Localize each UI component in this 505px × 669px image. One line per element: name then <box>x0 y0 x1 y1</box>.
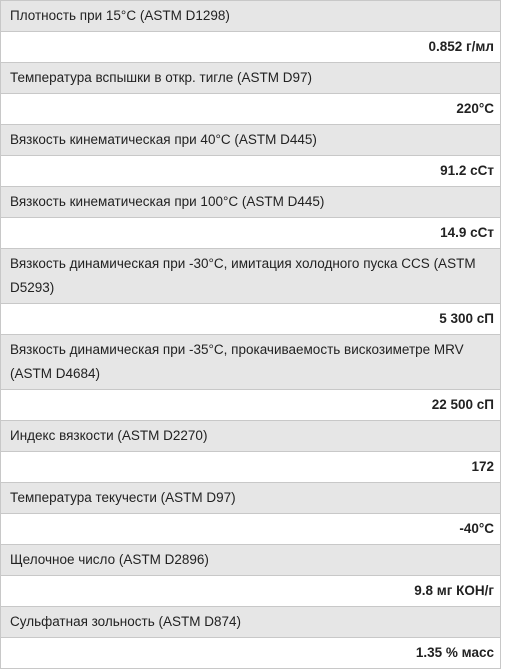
spec-value: 220°C <box>1 94 501 125</box>
spec-value: 91.2 сСт <box>1 156 501 187</box>
spec-value: 22 500 сП <box>1 390 501 421</box>
spec-label: Вязкость кинематическая при 40°C (ASTM D445) <box>1 125 501 156</box>
spec-value: 172 <box>1 452 501 483</box>
spec-label: Температура текучести (ASTM D97) <box>1 483 501 514</box>
spec-label: Температура вспышки в откр. тигле (ASTM D97) <box>1 63 501 94</box>
spec-label-row <box>1 335 501 390</box>
spec-value: -40°C <box>1 514 501 545</box>
spec-value-row <box>1 94 501 125</box>
spec-label: Вязкость динамическая при -30°C, имитация холодного пуска CCS (ASTM D5293) <box>1 249 501 304</box>
spec-label: Сульфатная зольность (ASTM D874) <box>1 607 501 638</box>
spec-label: Щелочное число (ASTM D2896) <box>1 545 501 576</box>
spec-value-row <box>1 514 501 545</box>
spec-value-row <box>1 576 501 607</box>
spec-label-row <box>1 483 501 514</box>
spec-value: 9.8 мг КОН/г <box>1 576 501 607</box>
spec-label-row <box>1 125 501 156</box>
spec-value-row <box>1 218 501 249</box>
spec-label: Индекс вязкости (ASTM D2270) <box>1 421 501 452</box>
spec-label: Вязкость кинематическая при 100°C (ASTM D445) <box>1 187 501 218</box>
spec-value: 0.852 г/мл <box>1 32 501 63</box>
spec-value-row <box>1 32 501 63</box>
spec-label: Вязкость динамическая при -35°C, прокачиваемость вискозиметре MRV (ASTM D4684) <box>1 335 501 390</box>
spec-value-row <box>1 390 501 421</box>
spec-label-row <box>1 249 501 304</box>
spec-value-row <box>1 638 501 669</box>
spec-value-row <box>1 156 501 187</box>
spec-label-row <box>1 187 501 218</box>
spec-value-row <box>1 452 501 483</box>
spec-value: 5 300 сП <box>1 304 501 335</box>
spec-label-row <box>1 421 501 452</box>
spec-value: 14.9 сСт <box>1 218 501 249</box>
spec-label-row <box>1 1 501 32</box>
spec-label: Плотность при 15°C (ASTM D1298) <box>1 1 501 32</box>
spec-label-row <box>1 545 501 576</box>
spec-label-row <box>1 607 501 638</box>
spec-value: 1.35 % масс <box>1 638 501 669</box>
spec-label-row <box>1 63 501 94</box>
spec-value-row <box>1 304 501 335</box>
